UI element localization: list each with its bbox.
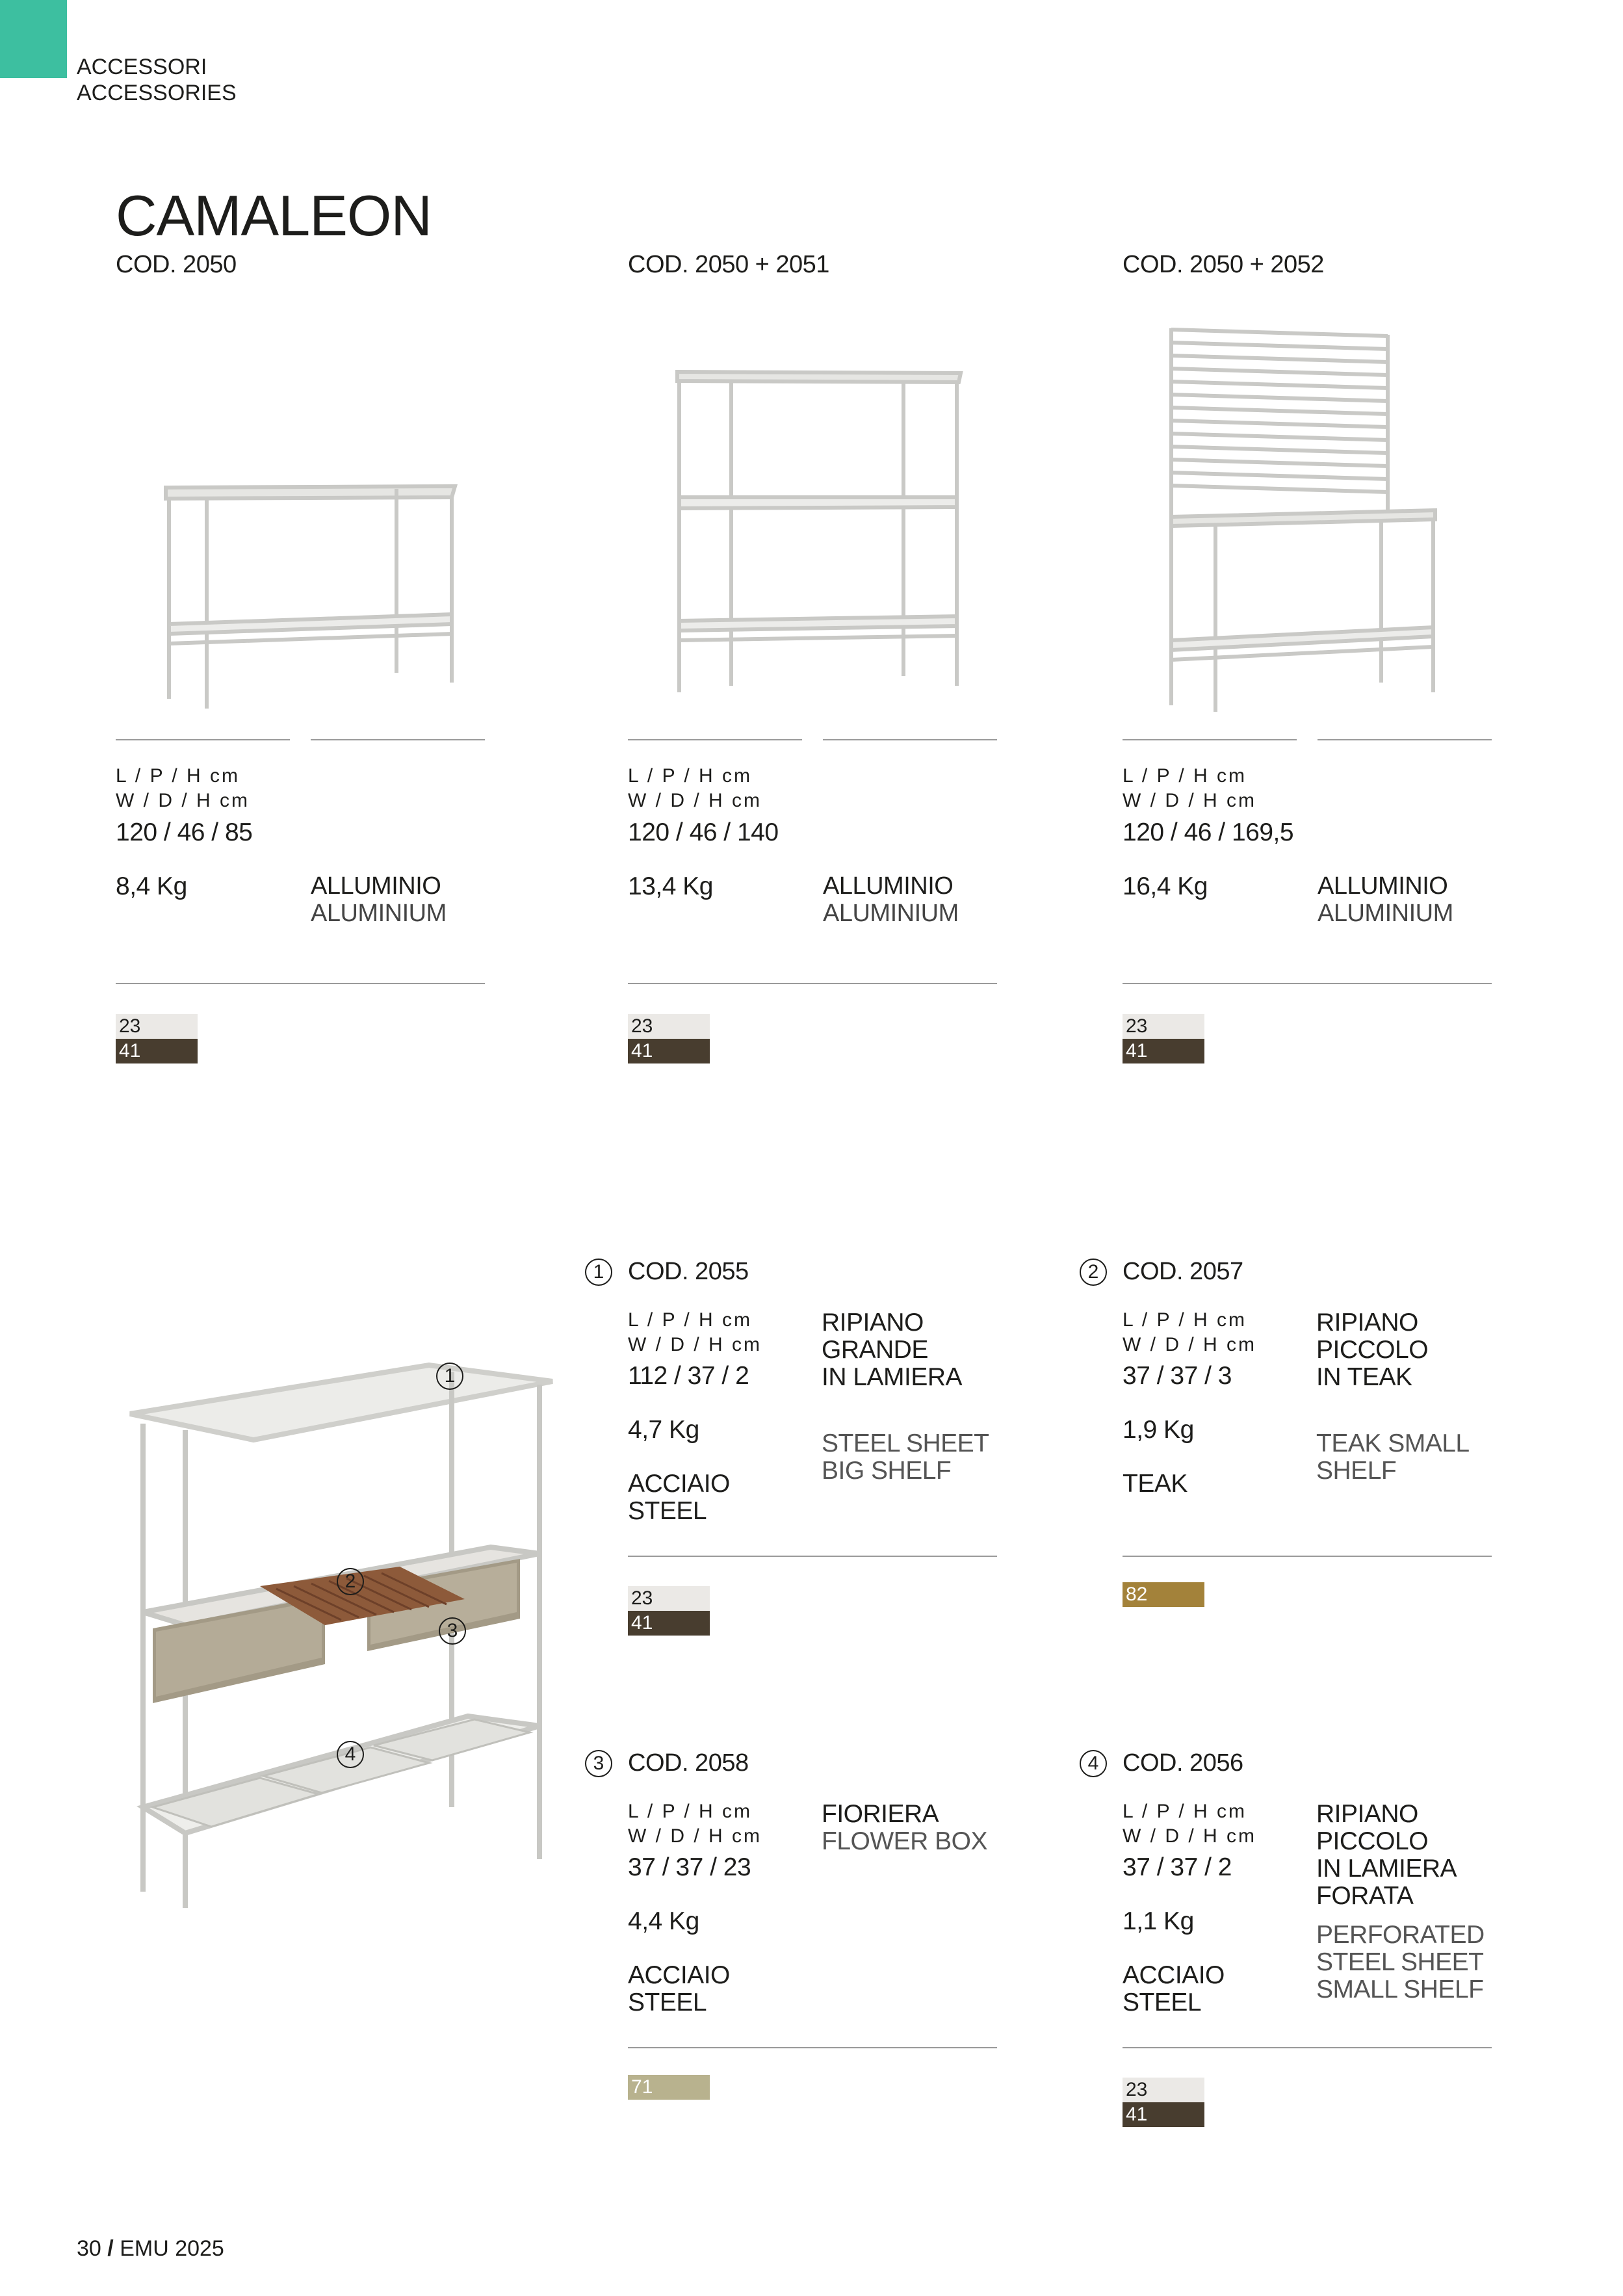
material bbox=[1318, 872, 1453, 927]
accessory-name-en bbox=[1316, 1430, 1470, 1485]
dimension-label-en: W / D / H cm bbox=[628, 1334, 762, 1355]
material bbox=[628, 1962, 730, 2016]
color-swatch: 41 bbox=[628, 1611, 710, 1636]
divider bbox=[311, 739, 485, 740]
accessory-name-it bbox=[1316, 1801, 1457, 1910]
name-line: STEEL SHEET bbox=[1316, 1948, 1484, 1976]
dimension-label-en: W / D / H cm bbox=[628, 790, 762, 811]
callout-marker: 3 bbox=[439, 1617, 466, 1645]
color-swatch: 23 bbox=[1123, 1014, 1204, 1039]
product-code: COD. 2057 bbox=[1123, 1258, 1243, 1285]
weight-value: 4,4 Kg bbox=[628, 1907, 699, 1935]
divider bbox=[628, 2047, 997, 2048]
name-line: GRANDE bbox=[822, 1336, 928, 1364]
footer-separator: / bbox=[107, 2236, 114, 2261]
dimension-label-it: L / P / H cm bbox=[628, 1309, 753, 1331]
material bbox=[628, 1470, 730, 1525]
product-code: COD. 2056 bbox=[1123, 1749, 1243, 1777]
dimension-label-it: L / P / H cm bbox=[1123, 1801, 1247, 1822]
material-it: TEAK bbox=[1123, 1470, 1188, 1498]
divider bbox=[1123, 739, 1297, 740]
name-line: SHELF bbox=[1316, 1457, 1397, 1485]
material-it: ACCIAIO bbox=[1123, 1961, 1225, 1989]
dimension-label-it: L / P / H cm bbox=[628, 1801, 753, 1822]
color-swatch: 41 bbox=[628, 1039, 710, 1063]
material-it: ACCIAIO bbox=[628, 1961, 730, 1989]
callout-marker: 2 bbox=[337, 1568, 364, 1595]
name-line: PICCOLO bbox=[1316, 1827, 1429, 1855]
dimensions-value: 37 / 37 / 23 bbox=[628, 1853, 751, 1881]
material-en: STEEL bbox=[1123, 1989, 1202, 2016]
section-title-it: ACCESSORI bbox=[77, 55, 207, 79]
divider bbox=[823, 739, 997, 740]
dimension-label-en: W / D / H cm bbox=[1123, 790, 1256, 811]
material-en: ALUMINIUM bbox=[823, 900, 959, 927]
name-line: RIPIANO bbox=[822, 1309, 924, 1337]
name-line: RIPIANO bbox=[1316, 1309, 1418, 1337]
item-number-badge: 2 bbox=[1080, 1259, 1107, 1286]
material bbox=[1123, 1962, 1225, 2016]
dimension-label-it: L / P / H cm bbox=[1123, 765, 1247, 787]
dimension-label-en: W / D / H cm bbox=[116, 790, 250, 811]
callout-marker: 1 bbox=[436, 1363, 463, 1390]
dimensions-value: 37 / 37 / 3 bbox=[1123, 1362, 1232, 1390]
divider bbox=[628, 1556, 997, 1557]
name-line: FIORIERA bbox=[822, 1800, 939, 1828]
weight-value: 8,4 Kg bbox=[116, 872, 187, 900]
weight-value: 4,7 Kg bbox=[628, 1416, 699, 1444]
divider bbox=[628, 983, 997, 984]
color-swatch: 41 bbox=[1123, 1039, 1204, 1063]
dimension-label-it: L / P / H cm bbox=[1123, 1309, 1247, 1331]
divider bbox=[116, 983, 485, 984]
name-line: TEAK SMALL bbox=[1316, 1429, 1470, 1457]
name-line: RIPIANO bbox=[1316, 1800, 1418, 1828]
weight-value: 16,4 Kg bbox=[1123, 872, 1208, 900]
dimensions-value: 112 / 37 / 2 bbox=[628, 1362, 749, 1390]
dimension-label-en: W / D / H cm bbox=[1123, 1825, 1256, 1847]
weight-value: 13,4 Kg bbox=[628, 872, 713, 900]
accessory-name-en bbox=[822, 1430, 989, 1485]
material bbox=[823, 872, 959, 927]
item-number-badge: 3 bbox=[585, 1750, 612, 1777]
name-line: FLOWER BOX bbox=[822, 1827, 988, 1855]
name-line: PICCOLO bbox=[1316, 1336, 1429, 1364]
product-code: COD. 2050 + 2052 bbox=[1123, 251, 1324, 278]
accessory-name-en bbox=[822, 1828, 987, 1855]
dimensions-value: 120 / 46 / 140 bbox=[628, 818, 779, 846]
color-swatch: 71 bbox=[628, 2075, 710, 2100]
product-code: COD. 2050 bbox=[116, 251, 237, 278]
name-line: FORATA bbox=[1316, 1882, 1414, 1910]
divider bbox=[628, 739, 802, 740]
divider bbox=[1123, 1556, 1492, 1557]
material-en: ALUMINIUM bbox=[1318, 900, 1453, 927]
color-swatch: 23 bbox=[1123, 2078, 1204, 2102]
dimension-label-en: W / D / H cm bbox=[628, 1825, 762, 1847]
accessory-composition-image bbox=[123, 1352, 565, 1911]
material-it: ALLUMINIO bbox=[311, 872, 441, 900]
accessory-name-en bbox=[1316, 1922, 1485, 2003]
item-number-badge: 4 bbox=[1080, 1750, 1107, 1777]
name-line: SMALL SHELF bbox=[1316, 1976, 1484, 2003]
section-color-tab bbox=[0, 0, 67, 78]
divider bbox=[116, 739, 290, 740]
accessory-name-it bbox=[1316, 1309, 1428, 1391]
divider bbox=[1123, 983, 1492, 984]
section-title-en: ACCESSORIES bbox=[77, 81, 237, 105]
weight-value: 1,9 Kg bbox=[1123, 1416, 1194, 1444]
product-code: COD. 2050 + 2051 bbox=[628, 251, 829, 278]
product-code: COD. 2058 bbox=[628, 1749, 749, 1777]
color-swatch: 41 bbox=[1123, 2102, 1204, 2127]
name-line: IN TEAK bbox=[1316, 1363, 1412, 1391]
product-image-shelving bbox=[669, 364, 968, 702]
material-it: ALLUMINIO bbox=[1318, 872, 1448, 900]
product-image-console bbox=[156, 475, 461, 712]
dimension-label-en: W / D / H cm bbox=[1123, 1334, 1256, 1355]
product-code: COD. 2055 bbox=[628, 1258, 749, 1285]
material-en: ALUMINIUM bbox=[311, 900, 447, 927]
color-swatch: 23 bbox=[628, 1014, 710, 1039]
dimensions-value: 120 / 46 / 85 bbox=[116, 818, 253, 846]
dimensions-value: 37 / 37 / 2 bbox=[1123, 1853, 1232, 1881]
dimensions-value: 120 / 46 / 169,5 bbox=[1123, 818, 1294, 846]
footer-brand: EMU 2025 bbox=[120, 2236, 224, 2261]
page-title: CAMALEON bbox=[116, 183, 432, 248]
material-en: STEEL bbox=[628, 1989, 707, 2016]
section-header bbox=[77, 54, 237, 106]
dimension-label-it: L / P / H cm bbox=[628, 765, 753, 787]
name-line: IN LAMIERA bbox=[822, 1363, 963, 1391]
page-number: 30 bbox=[77, 2236, 101, 2261]
name-line: STEEL SHEET bbox=[822, 1429, 989, 1457]
item-number-badge: 1 bbox=[585, 1259, 612, 1286]
material bbox=[1123, 1470, 1188, 1498]
product-image-trellis bbox=[1163, 322, 1443, 718]
weight-value: 1,1 Kg bbox=[1123, 1907, 1194, 1935]
color-swatch: 82 bbox=[1123, 1582, 1204, 1607]
name-line: PERFORATED bbox=[1316, 1921, 1485, 1949]
name-line: BIG SHELF bbox=[822, 1457, 952, 1485]
material-it: ACCIAIO bbox=[628, 1470, 730, 1498]
color-swatch: 41 bbox=[116, 1039, 198, 1063]
dimension-label-it: L / P / H cm bbox=[116, 765, 240, 787]
material bbox=[311, 872, 447, 927]
accessory-name-it bbox=[822, 1801, 939, 1828]
callout-marker: 4 bbox=[337, 1741, 364, 1768]
divider bbox=[1318, 739, 1492, 740]
page-footer bbox=[77, 2236, 224, 2262]
divider bbox=[1123, 2047, 1492, 2048]
color-swatch: 23 bbox=[116, 1014, 198, 1039]
material-it: ALLUMINIO bbox=[823, 872, 954, 900]
color-swatch: 23 bbox=[628, 1586, 710, 1611]
name-line: IN LAMIERA bbox=[1316, 1855, 1457, 1883]
accessory-name-it bbox=[822, 1309, 962, 1391]
material-en: STEEL bbox=[628, 1497, 707, 1525]
